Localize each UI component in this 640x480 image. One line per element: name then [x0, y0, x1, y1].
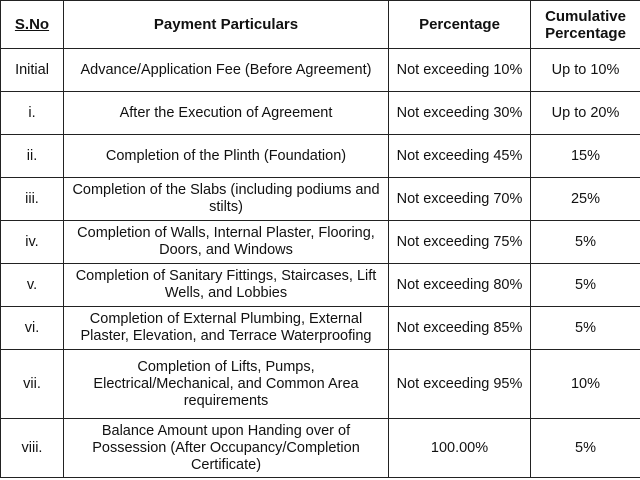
cell-sno: ii.	[1, 135, 64, 178]
cell-particulars: After the Execution of Agreement	[64, 92, 389, 135]
cell-particulars: Completion of Lifts, Pumps, Electrical/Mechanical, and Common Area requirements	[64, 350, 389, 419]
cell-particulars: Advance/Application Fee (Before Agreement)	[64, 49, 389, 92]
cell-percentage: Not exceeding 95%	[389, 350, 531, 419]
cell-percentage: Not exceeding 75%	[389, 221, 531, 264]
cell-sno: viii.	[1, 419, 64, 478]
cell-percentage: Not exceeding 70%	[389, 178, 531, 221]
cell-particulars: Completion of the Plinth (Foundation)	[64, 135, 389, 178]
cell-cumulative: 25%	[531, 178, 640, 221]
header-particulars: Payment Particulars	[64, 1, 389, 49]
cell-cumulative: 15%	[531, 135, 640, 178]
header-sno-label: S.No	[14, 16, 50, 33]
table-header-row	[1, 1, 640, 49]
cell-percentage: Not exceeding 10%	[389, 49, 531, 92]
cell-cumulative: 5%	[531, 264, 640, 307]
table-row	[1, 221, 640, 264]
table-row	[1, 49, 640, 92]
cell-cumulative: Up to 10%	[531, 49, 640, 92]
cell-particulars: Completion of the Slabs (including podiums and stilts)	[64, 178, 389, 221]
cell-particulars: Completion of External Plumbing, External Plaster, Elevation, and Terrace Waterproofing	[64, 307, 389, 350]
cell-sno: i.	[1, 92, 64, 135]
cell-sno: iv.	[1, 221, 64, 264]
cell-sno: Initial	[1, 49, 64, 92]
cell-sno: v.	[1, 264, 64, 307]
table-row	[1, 135, 640, 178]
cell-percentage: 100.00%	[389, 419, 531, 478]
header-sno	[1, 1, 64, 49]
cell-cumulative: Up to 20%	[531, 92, 640, 135]
cell-percentage: Not exceeding 80%	[389, 264, 531, 307]
cell-sno: vi.	[1, 307, 64, 350]
cell-percentage: Not exceeding 45%	[389, 135, 531, 178]
cell-cumulative: 10%	[531, 350, 640, 419]
table-row	[1, 264, 640, 307]
cell-particulars: Completion of Walls, Internal Plaster, Flooring, Doors, and Windows	[64, 221, 389, 264]
header-cumulative: Cumulative Percentage	[531, 1, 640, 49]
cell-cumulative: 5%	[531, 307, 640, 350]
cell-particulars: Balance Amount upon Handing over of Possession (After Occupancy/Completion Certificate)	[64, 419, 389, 478]
cell-percentage: Not exceeding 85%	[389, 307, 531, 350]
table-row	[1, 307, 640, 350]
table-row	[1, 178, 640, 221]
cell-percentage: Not exceeding 30%	[389, 92, 531, 135]
cell-sno: iii.	[1, 178, 64, 221]
table-row	[1, 92, 640, 135]
cell-sno: vii.	[1, 350, 64, 419]
cell-particulars: Completion of Sanitary Fittings, Staircases, Lift Wells, and Lobbies	[64, 264, 389, 307]
header-percentage: Percentage	[389, 1, 531, 49]
cell-cumulative: 5%	[531, 419, 640, 478]
cell-cumulative: 5%	[531, 221, 640, 264]
table-row	[1, 419, 640, 478]
table-row	[1, 350, 640, 419]
